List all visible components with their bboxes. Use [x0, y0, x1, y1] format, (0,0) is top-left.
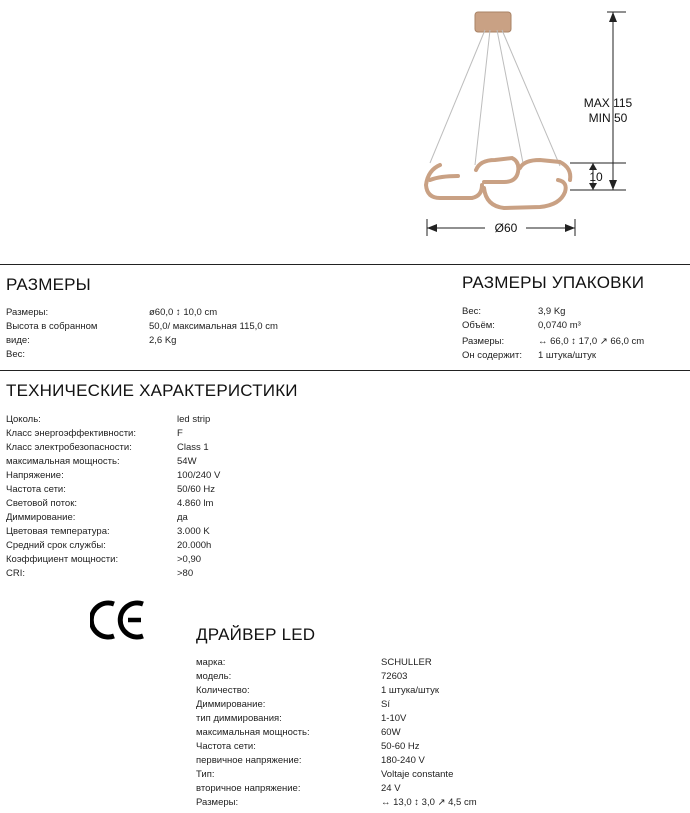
canopy — [475, 12, 511, 32]
driver-title: ДРАЙВЕР LED — [196, 625, 316, 644]
driver-value: 72603 — [381, 671, 408, 682]
tech-label: Цветовая температура: — [6, 526, 110, 537]
packing-value-0: 3,9 Kg — [538, 306, 566, 317]
driver-value: SCHULLER — [381, 657, 432, 668]
tech-value: 20.000h — [177, 540, 212, 551]
driver-value: 50-60 Hz — [381, 741, 420, 752]
tech-value: 50/60 Hz — [177, 484, 216, 495]
tech-value: led strip — [177, 414, 211, 425]
tech-value: 4.860 lm — [177, 498, 214, 509]
tech-value: F — [177, 428, 183, 439]
tech-label: Световой поток: — [6, 498, 78, 509]
driver-value: ↔ 13,0 ↕ 3,0 ↗ 4,5 cm — [381, 797, 477, 808]
lamp-drawing — [400, 0, 690, 245]
tech-label: Частота сети: — [6, 484, 66, 495]
packing-value-1: 0,0740 m³ — [538, 320, 581, 331]
tech-label: Класс электробезопасности: — [6, 442, 132, 453]
tech-value: Class 1 — [177, 442, 209, 453]
driver-label: модель: — [196, 671, 232, 682]
tech-value: 54W — [177, 456, 197, 467]
lamp-ring — [426, 158, 570, 208]
packing-value-2: ↔ 66,0 ↕ 17,0 ↗ 66,0 cm — [538, 336, 645, 347]
tech-label: Средний срок службы: — [6, 540, 106, 551]
divider-top — [0, 264, 690, 265]
packing-title: РАЗМЕРЫ УПАКОВКИ — [462, 273, 645, 292]
driver-label: Количество: — [196, 685, 250, 696]
lamp-diagram — [400, 0, 690, 245]
max-height-label: MAX 115 — [583, 96, 633, 110]
driver-value: Voltaje constante — [381, 769, 454, 780]
tech-label: Цоколь: — [6, 414, 41, 425]
driver-value: 1 штука/штук — [381, 685, 440, 696]
driver-value: 60W — [381, 727, 401, 738]
driver-label: вторичное напряжение: — [196, 783, 301, 794]
driver-label: первичное напряжение: — [196, 755, 302, 766]
packing-label-1: Объём: — [462, 320, 495, 331]
min-height-label: MIN 50 — [588, 111, 628, 125]
divider-middle — [0, 370, 690, 371]
tech-title: ТЕХНИЧЕСКИЕ ХАРАКТЕРИСТИКИ — [6, 381, 298, 400]
tech-label: максимальная мощность: — [6, 456, 120, 467]
tech-value: 3.000 K — [177, 526, 210, 537]
packing-value-3: 1 штука/штук — [538, 350, 597, 361]
tech-label: Напряжение: — [6, 470, 64, 481]
ce-logo-icon — [90, 598, 146, 642]
sizes-label-3: Вес: — [6, 349, 26, 360]
tech-value: >80 — [177, 568, 194, 579]
driver-label: Тип: — [196, 769, 215, 780]
driver-label: Размеры: — [196, 797, 239, 808]
tech-label: Класс энергоэффективности: — [6, 428, 137, 439]
driver-label: марка: — [196, 657, 226, 668]
sizes-value-1: 50,0/ максимальная 115,0 cm — [149, 321, 278, 332]
packing-label-3: Он содержит: — [462, 350, 522, 361]
driver-value: 1-10V — [381, 713, 407, 724]
sizes-value-0: ø60,0 ↕ 10,0 cm — [149, 307, 218, 318]
packing-label-0: Вес: — [462, 306, 482, 317]
driver-label: Диммирование: — [196, 699, 266, 710]
ring-height-label: 10 — [589, 170, 603, 184]
tech-label: Коэффициент мощности: — [6, 554, 119, 565]
sizes-label-2: виде: — [6, 335, 30, 346]
ce-mark — [90, 598, 146, 642]
driver-value: Sí — [381, 699, 390, 710]
driver-label: Частота сети: — [196, 741, 256, 752]
sizes-value-2: 2,6 Kg — [149, 335, 177, 346]
tech-value: >0,90 — [177, 554, 202, 565]
driver-label: максимальная мощность: — [196, 727, 310, 738]
tech-label: Диммирование: — [6, 512, 76, 523]
sizes-label-0: Размеры: — [6, 307, 49, 318]
sizes-label-1: Высота в собранном — [6, 321, 98, 332]
diameter-label: Ø60 — [494, 221, 518, 235]
packing-label-2: Размеры: — [462, 336, 505, 347]
sizes-title: РАЗМЕРЫ — [6, 275, 91, 294]
driver-value: 24 V — [381, 783, 401, 794]
driver-value: 180-240 V — [381, 755, 425, 766]
tech-value: 100/240 V — [177, 470, 221, 481]
tech-label: CRI: — [6, 568, 25, 579]
tech-value: да — [177, 512, 188, 523]
driver-label: тип диммирования: — [196, 713, 282, 724]
